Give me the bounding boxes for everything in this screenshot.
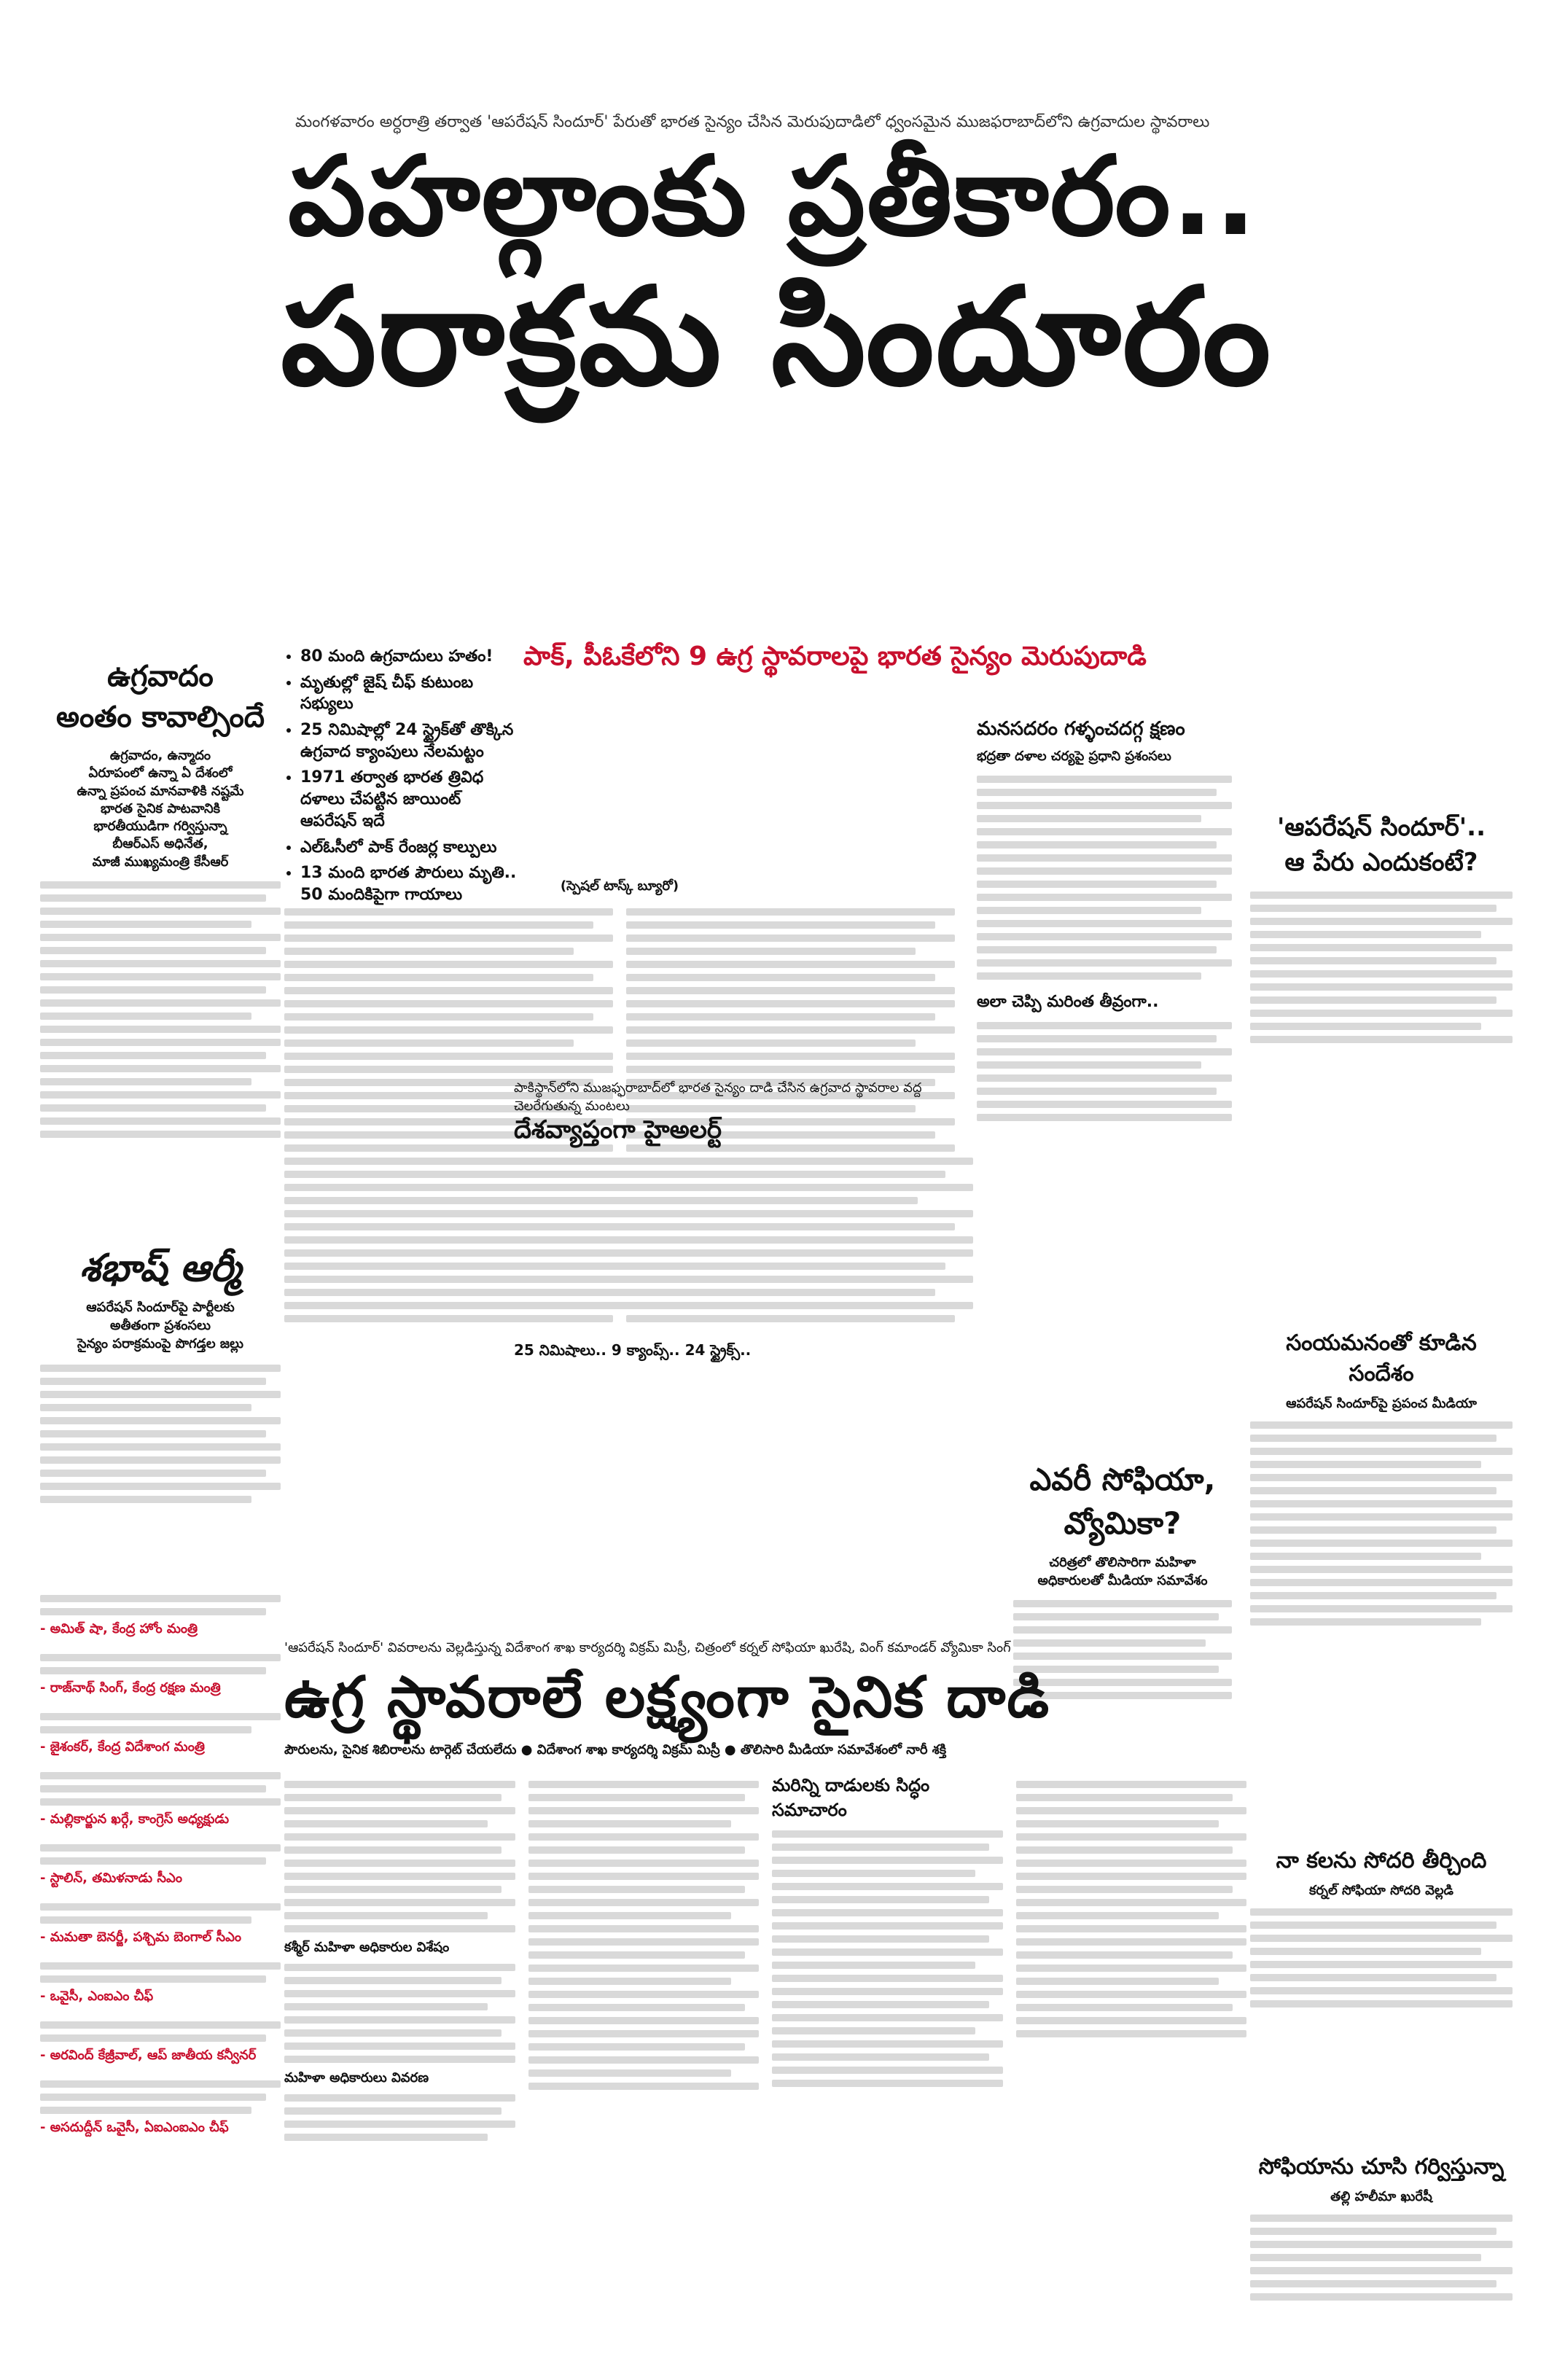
right-sub: భద్రతా దళాల చర్యపై ప్రధాని ప్రశంసలు bbox=[977, 749, 1171, 764]
samayamanam-title: సంయమనంతో కూడిన సందేశం bbox=[1286, 1330, 1477, 1386]
sophia-block bbox=[1250, 2154, 1513, 2306]
shabash-title: శభాష్ ఆర్మీ bbox=[79, 1246, 241, 1290]
op-title-2: ఆ పేరు ఎందుకంటే? bbox=[1284, 848, 1478, 877]
na-kala-block bbox=[1250, 1848, 1513, 2013]
op-title-1: 'ఆపరేషన్ సిందూర్'.. bbox=[1276, 813, 1486, 842]
bottom-col-3 bbox=[772, 1775, 1003, 2147]
sophia-sub: తల్లి హలీమా ఖురేషీ bbox=[1330, 2189, 1432, 2204]
bullet-list bbox=[284, 641, 519, 910]
bottom-col3-title: మరిన్ని దాడులకు సిద్ధం సమాచారం bbox=[772, 1775, 930, 1820]
right-title: మనసదరం గళ్ళంచదగ్గ క్షణం bbox=[977, 718, 1185, 740]
left-title-1: ఉగ్రవాదం bbox=[107, 660, 214, 693]
shabash-sub-1: ఆపరేషన్ సిందూర్‌పై పార్టీలకు bbox=[86, 1300, 235, 1315]
desha-title: దేశవ్యాప్తంగా హైఅలర్ట్ bbox=[514, 1115, 722, 1144]
evari-title-2: వ్యోమికా? bbox=[1064, 1505, 1182, 1541]
top-kicker: మంగళవారం అర్ధరాత్రి తర్వాత 'ఆపరేషన్ సిందూర్' పేరుతో భారత సైన్యం చేసిన మెరుపుదాడిలో ధ్వంసమైన ముజఫరాబాద్‌లోని ఉగ్రవాదుల స్థావరాలు bbox=[295, 113, 1210, 131]
quote-attribution: - మమతా బెనర్జీ, పశ్చిమ బెంగాల్ సీఎం bbox=[40, 1930, 242, 1945]
quote-attribution: - ఒవైసీ, ఎంఐఎం చీఫ్ bbox=[40, 1989, 154, 2004]
quote-attribution: - అరవింద్ కేజ్రీవాల్, ఆప్ జాతీయ కన్వీనర్ bbox=[40, 2048, 257, 2063]
shabash-sub-2: అతీతంగా ప్రశంసలు bbox=[110, 1318, 211, 1333]
left-intro-line: మాజీ ముఖ్యమంత్రి కేసీఆర్ bbox=[92, 854, 229, 870]
evari-title-1: ఎవరీ సోఫియా, bbox=[1029, 1462, 1216, 1497]
photo-caption: పాకిస్థాన్‌లోని ముజఫ్ఫరాబాద్‌లో భారత సైన్యం దాడి చేసిన ఉగ్రవాద స్థావరాల వద్ద చెలరేగుతున్న మంటలు bbox=[514, 1080, 922, 1114]
left-intro-line: ఏరూపంలో ఉన్నా ఏ దేశంలో bbox=[88, 765, 233, 781]
left-title-2: అంతం కావాల్సిందే bbox=[55, 701, 265, 734]
na-kala-sub: కర్నల్ సోఫియా సోదరి వెల్లడి bbox=[1309, 1883, 1453, 1898]
shabash-sub-3: సైన్యం పరాక్రమంపై పొగడ్తల జల్లు bbox=[77, 1336, 244, 1351]
na-kala-title: నా కలను సోదరి తీర్చింది bbox=[1276, 1848, 1487, 1873]
quote-attribution: - అమిత్ షా, కేంద్ర హోం మంత్రి bbox=[40, 1621, 198, 1636]
quote-attribution: - రాజ్‌నాథ్ సింగ్, కేంద్ర రక్షణ మంత్రి bbox=[40, 1680, 221, 1696]
strike-line: 25 నిమిషాలు.. 9 క్యాంప్స్.. 24 స్ట్రైక్స్.. bbox=[514, 1341, 752, 1359]
left-column bbox=[40, 660, 281, 1144]
left-intro-line: ఉన్నా ప్రపంచ మానవాళికి నష్టమే bbox=[77, 783, 244, 799]
bullet-item: • 25 నిమిషాల్లో 24 స్ట్రైక్‌తో తొక్కిన ఉగ్రవాద క్యాంపులు నేలమట్టం bbox=[300, 719, 519, 762]
far-right-top bbox=[1250, 813, 1513, 1049]
left-intro-line: భారత సైనిక పాటవానికి bbox=[101, 800, 220, 816]
evari-sub-2: అధికారులతో మీడియా సమావేశం bbox=[1037, 1573, 1208, 1588]
shabash-block bbox=[40, 1246, 281, 1509]
quote-attribution: - అసదుద్దీన్ ఒవైసీ, ఏఐఎంఐఎం చీఫ్ bbox=[40, 2120, 229, 2135]
quote-attribution: - జైశంకర్, కేంద్ర విదేశాంగ మంత్రి bbox=[40, 1739, 205, 1755]
bullet-item: • 13 మంది భారత పౌరులు మృతి.. 50 మందికిపైగా గాయాలు bbox=[300, 862, 519, 905]
sophia-title: సోఫియాను చూసి గర్విస్తున్నా bbox=[1258, 2154, 1505, 2180]
bottom-columns bbox=[284, 1775, 1246, 2147]
right-column bbox=[977, 718, 1232, 1127]
dateline-special: (స్పెషల్ టాస్క్ బ్యూరో) bbox=[560, 878, 679, 894]
bottom-col-1 bbox=[284, 1775, 515, 2147]
left-intro-line: ఉగ్రవాదం, ఉన్మాదం bbox=[109, 748, 211, 763]
quote-attribution: - స్టాలిన్, తమిళనాడు సీఎం bbox=[40, 1870, 182, 1886]
quotes-list bbox=[40, 1589, 281, 2153]
desha-block bbox=[514, 1115, 973, 1315]
bottom-col1-sub2: మహిళా అధికారులు వివరణ bbox=[284, 2070, 429, 2086]
samayamanam-block bbox=[1250, 1330, 1513, 1631]
bottom-strap: పౌరులను, సైనిక శిబిరాలను టార్గెట్ చేయలేదు ● విదేశాంగ శాఖ కార్యదర్శి విక్రమ్ మిస్రీ ● తొలిసారి మీడియా సమావేశంలో నారీ శక్తి bbox=[284, 1742, 947, 1757]
bottom-kicker: 'ఆపరేషన్ సిందూర్' వివరాలను వెల్లడిస్తున్న విదేశాంగ శాఖ కార్యదర్శి విక్రమ్ మిస్రీ, చిత్రంలో కర్నల్ సోఫియా ఖురేషి, వింగ్ కమాండర్ వ్యోమికా సింగ్ bbox=[284, 1640, 1011, 1655]
headline-1: పహల్గాంకు ప్రతీకారం.. bbox=[288, 133, 1258, 260]
bottom-col-4 bbox=[1016, 1775, 1247, 2147]
samayamanam-sub: ఆపరేషన్ సిందూర్‌పై ప్రపంచ మీడియా bbox=[1286, 1396, 1477, 1411]
bullet-item: • 1971 తర్వాత భారత త్రివిధ దళాలు చేపట్టిన జాయింట్ ఆపరేషన్ ఇదే bbox=[300, 767, 519, 832]
shabash-body bbox=[40, 1365, 281, 1503]
red-strap: పాక్, పీఓకేలోని 9 ఉగ్ర స్థావరాలపై భారత సైన్యం మెరుపుదాడి bbox=[523, 641, 1147, 671]
headline-2: పరాక్రమ సిందూరం bbox=[281, 258, 1273, 415]
quote-attribution: - మల్లికార్జున ఖర్గే, కాంగ్రెస్ అధ్యక్షుడు bbox=[40, 1811, 230, 1827]
left-body bbox=[40, 881, 281, 1138]
bottom-headline: ఉగ్ర స్థావరాలే లక్ష్యంగా సైనిక దాడి bbox=[284, 1665, 1051, 1731]
alaa-title: అలా చెప్పి మరింత తీవ్రంగా.. bbox=[977, 993, 1159, 1011]
bullet-item: • 80 మంది ఉగ్రవాదులు హతం! bbox=[300, 646, 519, 668]
left-intro-line: బీఆర్ఎస్ అధినేత, bbox=[112, 836, 208, 852]
bottom-col-2 bbox=[528, 1775, 760, 2147]
left-intro-line: భారతీయుడిగా గర్విస్తున్నా bbox=[93, 819, 227, 835]
evari-sub-1: చరిత్రలో తొలిసారిగా మహిళా bbox=[1049, 1555, 1196, 1570]
bottom-col1-sub: కశ్మీర్ మహిళా అధికారుల విశేషం bbox=[284, 1940, 450, 1955]
bullet-item: • మృతుల్లో జైష్ చీఫ్ కుటుంబ సభ్యులు bbox=[300, 672, 519, 715]
bullet-item: • ఎల్ఓసీలో పాక్ రేంజర్ల కాల్పులు bbox=[300, 837, 519, 859]
